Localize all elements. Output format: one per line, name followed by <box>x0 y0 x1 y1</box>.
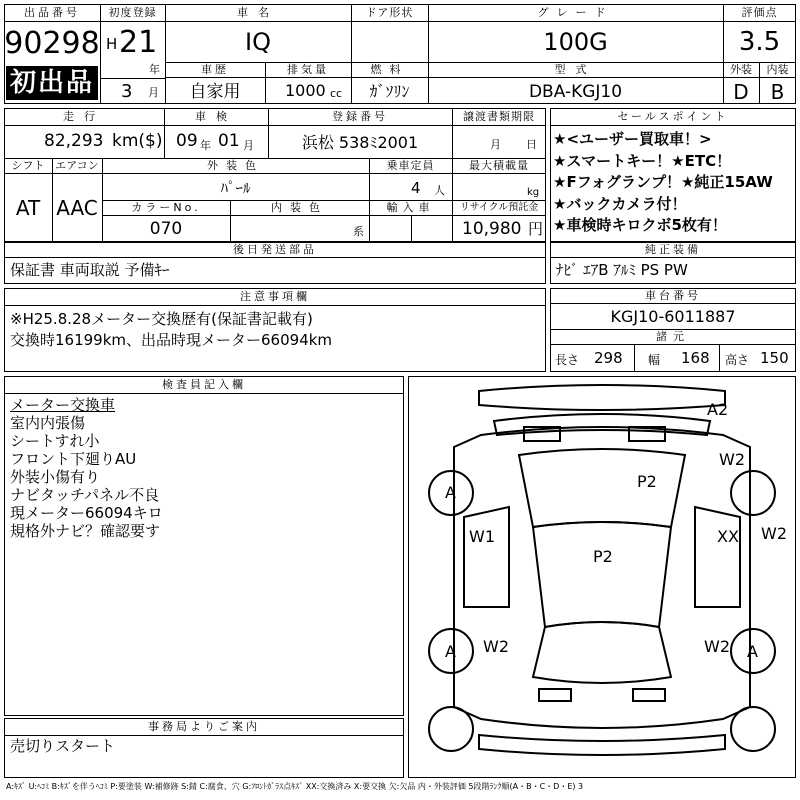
sales-point-line: ★Fフォグランプ！★純正15AW <box>553 173 773 191</box>
max-load-label: 最大積載量 <box>452 158 546 174</box>
max-load-unit: kg <box>527 187 540 198</box>
displacement-value: 1000 <box>285 81 326 100</box>
roof-outline <box>533 522 671 627</box>
office-label: 事務局よりご案内 <box>4 718 404 736</box>
inspector-line: 規格外ナビ？確認要す <box>10 522 161 540</box>
fuel-value: ｶﾞｿﾘﾝ <box>369 82 410 101</box>
inspection-label: 車検 <box>164 108 268 126</box>
mark-roof: P2 <box>593 547 613 566</box>
door-type-value <box>351 24 428 60</box>
model-label: 車名 <box>165 4 351 22</box>
inspection-year: 09 <box>176 131 198 151</box>
year-unit: 年 <box>149 63 160 76</box>
interior-color-unit: 系 <box>353 225 364 238</box>
mark-fender-front-right: W2 <box>719 450 745 469</box>
transfer-deadline-label: 譲渡書類期限 <box>452 108 546 126</box>
notes-label: 注意事項欄 <box>4 288 546 306</box>
mark-door-left: W1 <box>469 527 495 546</box>
chassis-label: 車台番号 <box>550 288 796 304</box>
first-listing-badge: 初出品 <box>6 66 98 100</box>
length-label: 長さ <box>555 353 580 367</box>
mark-tire-front-left: A <box>445 483 456 502</box>
capacity-label: 乗車定員 <box>369 158 452 174</box>
office-value: 売切りスタート <box>10 737 116 755</box>
inspector-lines <box>10 396 163 540</box>
plate-value: 浜松 538ﾐ2001 <box>301 133 419 152</box>
genuine-equipment-value: ﾅﾋﾞ ｴｱB ｱﾙﾐ PS PW <box>556 261 688 279</box>
import-label: 輸入車 <box>369 200 452 216</box>
mark-side-right: W2 <box>761 524 787 543</box>
aircon-value: AAC <box>56 196 98 220</box>
grade-value: 100G <box>543 28 608 56</box>
model-name: IQ <box>245 28 271 56</box>
note-line: ※H25.8.28メーター交換歴有(保証書記載有) <box>10 310 313 328</box>
lot-number-label: 出品番号 <box>4 4 100 22</box>
inspection-month: 01 <box>218 131 240 151</box>
rear-bumper-outline <box>479 735 725 755</box>
hood-edge-outline <box>494 414 710 435</box>
color-number-value: 070 <box>149 218 183 239</box>
sales-point-line: ★<ユーザー買取車！> <box>553 130 712 148</box>
later-parts-label: 後日発送部品 <box>4 242 546 258</box>
era-letter: H <box>106 35 118 53</box>
sales-points-list <box>553 129 796 237</box>
recycle-label: リサイクル預託金 <box>452 200 546 216</box>
rear-window-outline <box>533 622 671 683</box>
mark-hood: P2 <box>637 472 657 491</box>
car-diagram-box <box>408 376 796 778</box>
windshield-outline <box>519 449 685 527</box>
sales-point-line: ★バックカメラ付！ <box>553 194 687 213</box>
legend: A:ｷｽﾞ U:ﾍｺﾐ B:ｷｽﾞを伴うﾍｺﾐ P:要塗装 W:補修跡 S:錆 C:腐食、穴 G:ﾌﾛﾝﾄｶﾞﾗｽ点ｷｽﾞ XX:交換済み X:要交換 欠:欠品 内・外装評価 5段階ﾗﾝｸ順(A・B・C・D・E) 3 <box>6 782 584 791</box>
mark-front-bumper: A2 <box>707 400 729 419</box>
right-door-outline <box>695 507 740 607</box>
first-registration-label: 初度登録 <box>100 4 165 22</box>
taillight-right <box>633 689 665 701</box>
history-label: 車歴 <box>165 62 265 78</box>
mark-quarter-right: W2 <box>704 637 730 656</box>
inspector-label: 検査員記入欄 <box>4 376 404 394</box>
fuel-label: 燃料 <box>351 62 428 78</box>
inspector-line: シートすれ小 <box>10 432 100 450</box>
mark-tire-rear-left: A <box>445 642 456 661</box>
interior-label: 内装 <box>759 62 796 78</box>
genuine-equipment-label: 純正装備 <box>550 242 796 258</box>
inspector-line: 室内内張傷 <box>10 414 86 432</box>
inspector-line: 現メーター66094キロ <box>10 504 163 522</box>
inspector-line: 外装小傷有り <box>10 468 101 486</box>
inspection-month-unit: 月 <box>243 139 254 152</box>
dimensions-label: 諸元 <box>550 329 796 345</box>
transfer-month-unit: 月 <box>490 138 501 151</box>
sales-point-line: ★スマートキー！★ETC！ <box>553 151 732 170</box>
inspector-line: フロント下廻りAU <box>10 450 137 468</box>
mark-tire-rear-right: A <box>747 642 758 661</box>
left-door-outline <box>464 507 509 607</box>
tire-front-right-outline <box>731 471 775 515</box>
car-diagram <box>409 377 795 777</box>
shift-value: AT <box>15 196 41 220</box>
aircon-label: エアコン <box>52 158 102 174</box>
height-label: 高さ <box>725 353 750 367</box>
later-parts-value: 保証書 車両取説 予備ｷｰ <box>10 261 170 279</box>
color-number-label: カラーNo. <box>102 200 230 216</box>
height-value: 150 <box>760 349 789 367</box>
interior-grade: B <box>770 80 785 104</box>
width-value: 168 <box>681 349 710 367</box>
sales-points-label: セールスポイント <box>550 108 796 126</box>
door-type-label: ドア形状 <box>351 4 428 22</box>
chassis-number: KGJ10-6011887 <box>610 307 736 326</box>
shift-label: シフト <box>4 158 52 174</box>
registration-year: 21 <box>119 25 158 60</box>
month-unit: 月 <box>148 86 159 99</box>
score-label: 評価点 <box>723 4 796 22</box>
inspection-year-unit: 年 <box>200 139 211 152</box>
mark-quarter-left: W2 <box>483 637 509 656</box>
history-value: 自家用 <box>189 81 241 102</box>
transfer-day-unit: 日 <box>526 138 537 151</box>
spare-tire-left-outline <box>429 707 473 751</box>
interior-color-label: 内装色 <box>230 200 369 216</box>
mileage-value: 82,293 <box>44 131 104 151</box>
recycle-value: 10,980 <box>462 219 522 239</box>
type-value: DBA-KGJ10 <box>528 81 623 102</box>
mileage-unit: km($) <box>112 131 163 151</box>
score-value: 3.5 <box>738 27 781 57</box>
notes-lines <box>10 309 332 351</box>
recycle-unit: 円 <box>528 220 544 238</box>
car-outline <box>429 385 775 755</box>
length-value: 298 <box>594 349 623 367</box>
grade-label: グレード <box>428 4 723 22</box>
capacity-value: 4 <box>411 179 421 197</box>
taillight-left <box>539 689 571 701</box>
mark-door-right: XX <box>717 527 739 546</box>
inspector-line: ナビタッチパネル不良 <box>10 486 160 504</box>
ext-color-label: 外装色 <box>102 158 369 174</box>
mileage-label: 走行 <box>4 108 164 126</box>
note-line: 交換時16199km、出品時現メーター66094km <box>10 331 333 349</box>
exterior-grade: D <box>733 80 749 104</box>
width-label: 幅 <box>648 353 661 367</box>
spare-tire-right-outline <box>731 707 775 751</box>
lot-number: 90298 <box>4 26 100 61</box>
plate-label: 登録番号 <box>268 108 452 126</box>
ext-color-value: ﾊﾟｰﾙ <box>220 178 251 197</box>
displacement-label: 排気量 <box>265 62 351 78</box>
registration-month: 3 <box>121 81 133 102</box>
type-label: 型式 <box>428 62 723 78</box>
exterior-label: 外装 <box>723 62 759 78</box>
displacement-unit: cc <box>330 87 343 100</box>
front-bumper-outline <box>479 385 725 410</box>
sales-point-line: ★車検時キロクボ5枚有！ <box>553 216 727 234</box>
inspector-line: メーター交換車 <box>10 396 116 414</box>
capacity-unit: 人 <box>434 184 445 197</box>
